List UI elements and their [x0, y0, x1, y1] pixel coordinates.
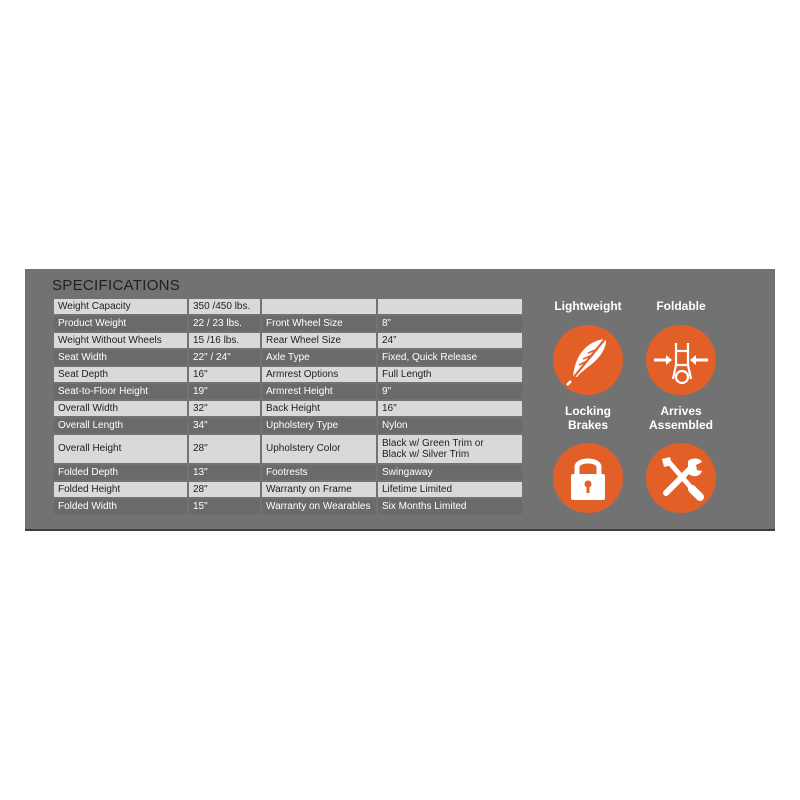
- spec-label: [262, 333, 376, 348]
- spec-label: [54, 499, 187, 514]
- spec-label: [262, 401, 376, 416]
- spec-label-text: Armrest Height: [266, 385, 333, 397]
- spec-value: [189, 435, 260, 463]
- spec-label-text: Warranty on Frame: [266, 483, 352, 495]
- spec-value-text: 15": [193, 500, 208, 512]
- spec-value: [189, 350, 260, 365]
- spec-label-text: Rear Wheel Size: [266, 334, 342, 346]
- spec-value: [378, 499, 522, 514]
- spec-value: [189, 299, 260, 314]
- folding-chair-icon: [646, 325, 716, 395]
- spec-row: [54, 435, 522, 463]
- spec-value: [189, 401, 260, 416]
- spec-label: [54, 418, 187, 433]
- spec-label-text: Axle Type: [266, 351, 310, 363]
- feature-label: Foldable: [656, 299, 706, 313]
- feature-label: Arrives: [660, 404, 702, 418]
- spec-value: [189, 333, 260, 348]
- spec-label: [262, 367, 376, 382]
- specifications-table: [52, 297, 524, 516]
- spec-value-text: 8”: [382, 317, 391, 329]
- feature-label: Locking: [564, 404, 611, 418]
- spec-value-text: Full Length: [382, 368, 432, 380]
- spec-value: [378, 350, 522, 365]
- spec-value-text: Swingaway: [382, 466, 433, 478]
- spec-value: [378, 316, 522, 331]
- spec-row: [54, 499, 522, 514]
- spec-label: [54, 299, 187, 314]
- spec-value: [189, 316, 260, 331]
- spec-label: [262, 465, 376, 480]
- spec-label-text: Folded Width: [58, 500, 117, 512]
- spec-row: [54, 299, 522, 314]
- specifications-title: SPECIFICATIONS: [52, 277, 181, 294]
- feature-icon-badge: [646, 443, 716, 513]
- spec-value: [378, 418, 522, 433]
- spec-value: [189, 384, 260, 399]
- spec-label-text: Weight Capacity: [58, 300, 131, 312]
- spec-value-text: Fixed, Quick Release: [382, 351, 478, 363]
- feature-label-line2: Assembled: [648, 418, 714, 432]
- spec-label: [54, 367, 187, 382]
- spec-label-text: Overall Width: [58, 402, 119, 414]
- spec-value-text: 28": [193, 443, 208, 455]
- spec-label: [54, 482, 187, 497]
- feature-foldable: [631, 299, 731, 313]
- spec-row: [54, 316, 522, 331]
- spec-value: [189, 499, 260, 514]
- spec-row: [54, 333, 522, 348]
- spec-value-text: 15 /16 lbs.: [193, 334, 240, 346]
- spec-value-text: Six Months Limited: [382, 500, 467, 512]
- spec-label-text: Overall Length: [58, 419, 124, 431]
- padlock-icon: [553, 443, 623, 513]
- spec-label-text: Product Weight: [58, 317, 127, 329]
- spec-label: [262, 499, 376, 514]
- spec-label-text: Back Height: [266, 402, 320, 414]
- spec-value-text: 32": [193, 402, 208, 414]
- spec-label-text: Seat Width: [58, 351, 107, 363]
- spec-value-text: 16": [193, 368, 208, 380]
- spec-label-text: Seat Depth: [58, 368, 109, 380]
- spec-label: [54, 384, 187, 399]
- feature-locking-brakes: [538, 404, 638, 432]
- spec-row: [54, 465, 522, 480]
- spec-label-text: Upholstery Color: [266, 443, 341, 455]
- spec-label-text: Folded Height: [58, 483, 121, 495]
- spec-label-text: Armrest Options: [266, 368, 339, 380]
- spec-value: [189, 482, 260, 497]
- spec-label: [262, 435, 376, 463]
- spec-value-text: 28": [193, 483, 208, 495]
- spec-value: [378, 401, 522, 416]
- spec-label: [54, 350, 187, 365]
- spec-value-text: Nylon: [382, 419, 408, 431]
- spec-value: [378, 299, 522, 314]
- spec-label-text: Front Wheel Size: [266, 317, 343, 329]
- spec-value: [378, 367, 522, 382]
- spec-value-text: 22" / 24": [193, 351, 231, 363]
- spec-label: [54, 333, 187, 348]
- feature-icon-badge: [553, 443, 623, 513]
- spec-value: [378, 465, 522, 480]
- spec-label-text: Seat-to-Floor Height: [58, 385, 149, 397]
- spec-label: [54, 401, 187, 416]
- spec-value-text: Lifetime Limited: [382, 483, 453, 495]
- spec-label: [54, 435, 187, 463]
- spec-value-text: 22 / 23 lbs.: [193, 317, 242, 329]
- spec-row: [54, 350, 522, 365]
- spec-label: [262, 299, 376, 314]
- spec-value-text: 19": [193, 385, 208, 397]
- spec-label: [262, 482, 376, 497]
- spec-value-text: 34": [193, 419, 208, 431]
- spec-label-text: Warranty on Wearables: [266, 500, 371, 512]
- spec-value-text: 13": [193, 466, 208, 478]
- spec-label: [54, 316, 187, 331]
- feature-lightweight: [538, 299, 638, 313]
- spec-value: [378, 435, 522, 463]
- spec-row: [54, 482, 522, 497]
- spec-value-text: 350 /450 lbs.: [193, 300, 251, 312]
- feature-arrives-assembled: [631, 404, 731, 432]
- spec-label: [262, 350, 376, 365]
- spec-label-text: Footrests: [266, 466, 308, 478]
- feature-label-line2: Brakes: [567, 418, 609, 432]
- spec-value-text: 16": [382, 402, 397, 414]
- spec-value: [378, 384, 522, 399]
- spec-value-text: 9": [382, 385, 392, 397]
- spec-row: [54, 401, 522, 416]
- spec-label-text: Upholstery Type: [266, 419, 339, 431]
- feature-icon-badge: [646, 325, 716, 395]
- specifications-panel: [25, 269, 775, 531]
- spec-value: [189, 367, 260, 382]
- spec-label-text: Overall Height: [58, 443, 122, 455]
- spec-value: [189, 465, 260, 480]
- feature-icon-badge: [553, 325, 623, 395]
- spec-label: [262, 384, 376, 399]
- tools-icon: [646, 443, 716, 513]
- spec-row: [54, 367, 522, 382]
- spec-row: [54, 418, 522, 433]
- spec-value: [378, 333, 522, 348]
- feature-label: Lightweight: [554, 299, 622, 313]
- spec-value: [378, 482, 522, 497]
- spec-value-text: 24”: [382, 334, 397, 346]
- spec-value-text: Black w/ Green Trim or: [382, 438, 484, 449]
- spec-label: [262, 316, 376, 331]
- feather-icon: [553, 325, 623, 395]
- spec-label-text: Folded Depth: [58, 466, 119, 478]
- spec-value: [189, 418, 260, 433]
- spec-row: [54, 384, 522, 399]
- spec-label-text: Weight Without Wheels: [58, 334, 162, 346]
- spec-value-text-line2: Black w/ Silver Trim: [382, 448, 470, 460]
- spec-label: [262, 418, 376, 433]
- spec-label: [54, 465, 187, 480]
